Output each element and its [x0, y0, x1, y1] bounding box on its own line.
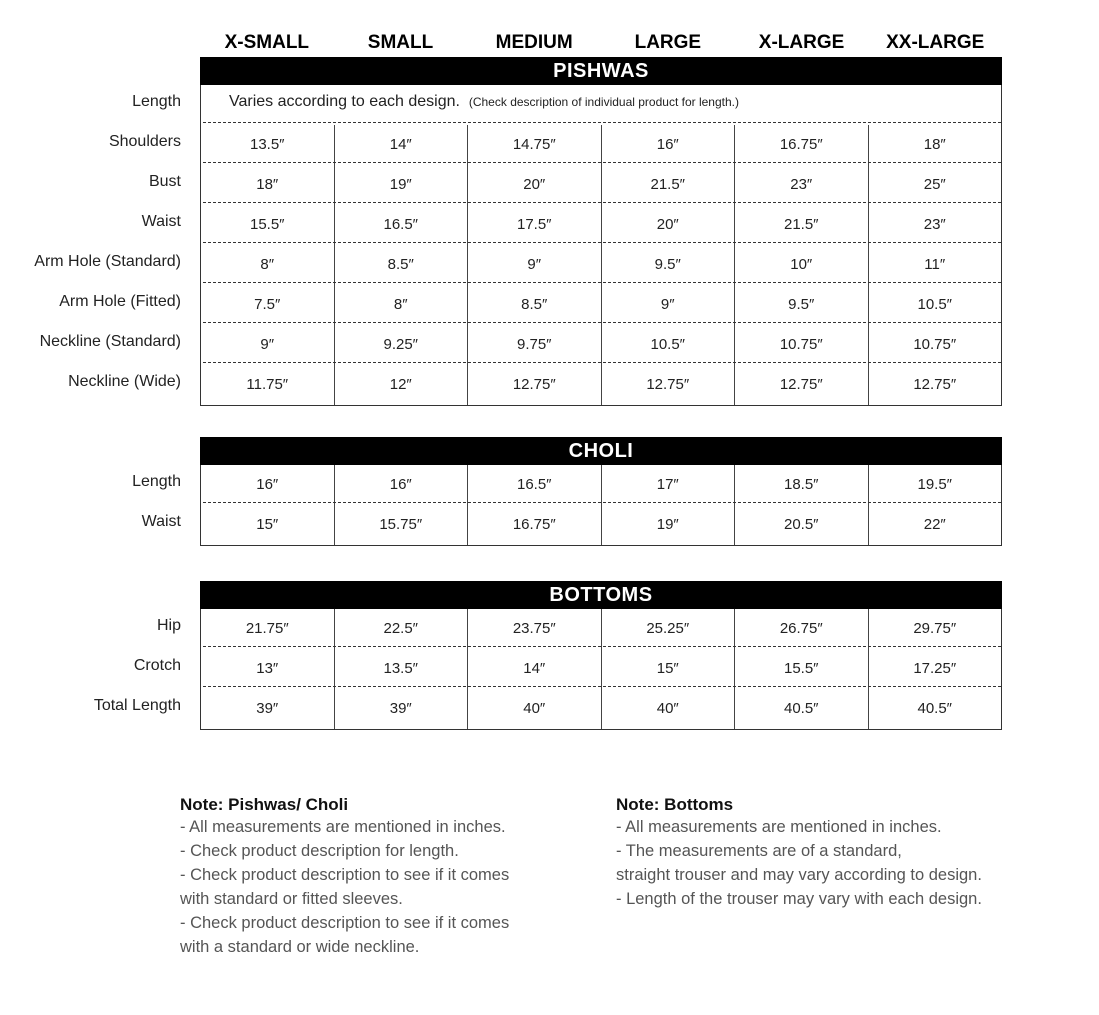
table-cell: 20″ [602, 205, 736, 245]
notes-left-lines [180, 815, 509, 959]
size-xxlarge: XX-LARGE [886, 32, 985, 53]
row-label: Arm Hole (Standard) [34, 253, 181, 270]
table-cell: 13.5″ [201, 125, 335, 165]
table-cell: 9″ [201, 325, 335, 365]
notes-right-lines [616, 815, 982, 911]
row-label: Crotch [133, 657, 181, 674]
table-cell: 17″ [602, 465, 736, 505]
note-line: - All measurements are mentioned in inches. [180, 818, 506, 836]
table-cell: 9.75″ [468, 325, 602, 365]
table-cell: 25″ [923, 176, 946, 193]
note-line: - All measurements are mentioned in inches. [616, 818, 942, 836]
table-cell: 20.5″ [735, 505, 869, 545]
length-subnote: (Check description of individual product for length.) [468, 95, 739, 109]
table-cell: 12.75″ [602, 365, 736, 405]
table-cell: 11.75″ [201, 365, 335, 405]
table-cell: 21.5″ [735, 205, 869, 245]
table-row [148, 165, 1001, 205]
table-cell: 8″ [201, 245, 335, 285]
table-cell: 19.5″ [917, 476, 952, 493]
row-cells [201, 649, 1001, 689]
row-label: Arm Hole (Fitted) [59, 293, 181, 310]
table-cell: 7.5″ [201, 285, 335, 325]
table-cell: 9.25″ [335, 325, 469, 365]
row-cells [201, 205, 1001, 245]
choli-rows [132, 465, 1001, 545]
table-cell: 10″ [735, 245, 869, 285]
table-cell: 9″ [602, 285, 736, 325]
pishwas-row-length [132, 85, 1001, 125]
table-cell: 23″ [735, 165, 869, 205]
table-cell: 13″ [201, 649, 335, 689]
table-row [141, 505, 1001, 545]
row-label: Waist [141, 513, 181, 530]
notes-left-title: Note: Pishwas/ Choli [180, 795, 349, 814]
row-label: Total Length [93, 697, 181, 714]
table-cell: 19″ [602, 505, 736, 545]
table-cell: 39″ [335, 689, 469, 729]
table-cell: 8.5″ [335, 245, 469, 285]
table-cell: 16″ [335, 465, 469, 505]
note-line: - Check product description for length. [180, 842, 459, 860]
table-cell: 13.5″ [335, 649, 469, 689]
table-cell: 12″ [335, 365, 469, 405]
table-cell: 40.5″ [917, 700, 952, 717]
table-cell: 15.5″ [735, 649, 869, 689]
note-line: - Length of the trouser may vary with each design. [616, 890, 982, 908]
table-cell: 15″ [201, 505, 335, 545]
table-row [68, 365, 1001, 405]
table-cell: 29.75″ [913, 620, 957, 637]
note-line: straight trouser and may vary according to design. [616, 866, 982, 884]
table-cell: 16.5″ [468, 465, 602, 505]
table-cell: 8.5″ [468, 285, 602, 325]
table-cell: 23.75″ [468, 609, 602, 649]
table-row [156, 609, 1001, 649]
table-cell: 14″ [335, 125, 469, 165]
table-cell: 16″ [201, 465, 335, 505]
row-label: Bust [148, 173, 181, 190]
table-row [59, 285, 1001, 325]
table-cell: 10.5″ [917, 296, 952, 313]
length-note [229, 93, 739, 111]
table-cell: 40.5″ [735, 689, 869, 729]
pishwas-table [34, 85, 1002, 406]
choli-title: CHOLI [200, 437, 1002, 465]
table-cell: 10.75″ [735, 325, 869, 365]
table-row [93, 689, 1001, 729]
row-label: Length [132, 473, 181, 490]
notes-pishwas-choli [180, 795, 509, 959]
table-row [39, 325, 1001, 365]
size-large: LARGE [634, 32, 702, 53]
row-cells [201, 689, 1001, 729]
row-cells [201, 125, 1001, 165]
row-cells [201, 285, 1001, 325]
table-cell: 17.25″ [913, 660, 957, 677]
size-medium: MEDIUM [495, 32, 573, 53]
table-cell: 11″ [924, 256, 946, 273]
table-cell: 14.75″ [468, 125, 602, 165]
table-cell: 8″ [335, 285, 469, 325]
note-line: with standard or fitted sleeves. [180, 890, 403, 908]
table-cell: 18.5″ [735, 465, 869, 505]
table-cell: 10.5″ [602, 325, 736, 365]
row-cells [201, 325, 1001, 365]
row-cells [201, 365, 1001, 405]
row-label: Shoulders [108, 133, 181, 150]
table-cell: 12.75″ [468, 365, 602, 405]
note-line: - Check product description to see if it comes [180, 866, 510, 884]
bottoms-title: BOTTOMS [200, 581, 1002, 609]
size-header [200, 30, 1002, 56]
pishwas-rows [34, 125, 1001, 405]
table-cell: 10.75″ [913, 336, 957, 353]
table-cell: 40″ [468, 689, 602, 729]
table-cell: 14″ [468, 649, 602, 689]
notes-right-title: Note: Bottoms [616, 795, 734, 814]
length-note-main: Varies according to each design. [229, 93, 460, 110]
table-cell: 16.75″ [468, 505, 602, 545]
size-xlarge: X-LARGE [758, 32, 845, 53]
table-cell: 21.75″ [201, 609, 335, 649]
pishwas-title: PISHWAS [200, 57, 1002, 85]
table-cell: 39″ [201, 689, 335, 729]
size-xsmall: X-SMALL [224, 32, 310, 53]
bottoms-table [93, 609, 1002, 730]
table-cell: 22.5″ [335, 609, 469, 649]
table-cell: 15.5″ [201, 205, 335, 245]
table-cell: 15″ [602, 649, 736, 689]
row-label: Hip [156, 617, 181, 634]
table-row [133, 649, 1001, 689]
row-cells [201, 609, 1001, 649]
table-cell: 22″ [923, 516, 946, 533]
table-cell: 40″ [602, 689, 736, 729]
table-cell: 25.25″ [602, 609, 736, 649]
table-cell: 9″ [468, 245, 602, 285]
row-cells [201, 165, 1001, 205]
table-row [132, 465, 1001, 505]
table-cell: 17.5″ [468, 205, 602, 245]
row-cells [201, 465, 1001, 505]
row-label: Length [132, 93, 181, 110]
table-cell: 18″ [923, 136, 946, 153]
table-cell: 16.75″ [735, 125, 869, 165]
note-line: with a standard or wide neckline. [180, 938, 420, 956]
choli-table [132, 465, 1002, 546]
row-cells [201, 505, 1001, 545]
table-cell: 21.5″ [602, 165, 736, 205]
table-cell: 12.75″ [913, 376, 957, 393]
note-line: - The measurements are of a standard, [616, 842, 902, 860]
table-cell: 20″ [468, 165, 602, 205]
row-label: Neckline (Wide) [68, 373, 181, 390]
notes-bottoms [616, 795, 982, 911]
table-row [34, 245, 1001, 285]
table-cell: 19″ [335, 165, 469, 205]
row-label: Neckline (Standard) [39, 333, 181, 350]
table-row [141, 205, 1001, 245]
table-cell: 16.5″ [335, 205, 469, 245]
table-cell: 9.5″ [602, 245, 736, 285]
row-cells [201, 245, 1001, 285]
table-cell: 12.75″ [735, 365, 869, 405]
table-cell: 26.75″ [735, 609, 869, 649]
table-cell: 15.75″ [335, 505, 469, 545]
note-line: - Check product description to see if it comes [180, 914, 510, 932]
size-small: SMALL [367, 32, 434, 53]
bottoms-rows [93, 609, 1001, 729]
table-row [108, 125, 1001, 165]
table-cell: 23″ [923, 216, 946, 233]
row-label: Waist [141, 213, 181, 230]
table-cell: 9.5″ [735, 285, 869, 325]
table-cell: 18″ [201, 165, 335, 205]
table-cell: 16″ [602, 125, 736, 165]
